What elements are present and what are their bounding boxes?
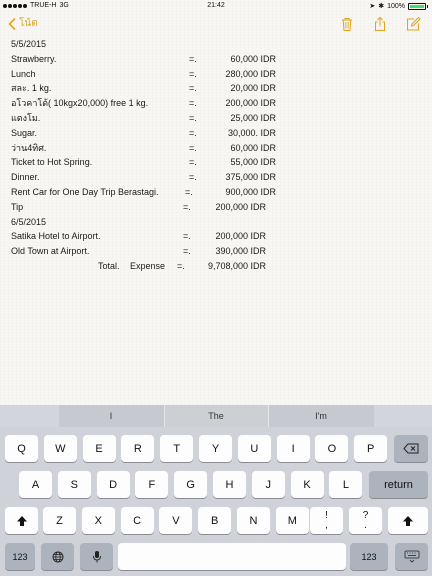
shift-key-left[interactable]	[5, 507, 38, 534]
note-item-label: ว่าน4ทิศ.	[11, 142, 47, 153]
trash-icon	[339, 16, 355, 32]
key-r[interactable]: R	[121, 435, 154, 462]
note-item-label: Rent Car for One Day Trip Berastagi.	[11, 186, 159, 197]
note-item-amount: 25,000 IDR	[230, 112, 276, 123]
numbers-key-right[interactable]: 123	[350, 543, 388, 570]
globe-key[interactable]	[41, 543, 74, 570]
key-e[interactable]: E	[83, 435, 116, 462]
key-period-label: .	[364, 519, 367, 531]
network-label: 3G	[59, 2, 69, 9]
share-button[interactable]	[372, 16, 388, 32]
note-item-equals: =.	[189, 68, 197, 79]
trash-button[interactable]	[339, 16, 355, 32]
note-item-label: Old Town at Airport.	[11, 246, 90, 257]
note-line	[11, 81, 421, 96]
key-k[interactable]: K	[291, 471, 324, 498]
numbers-key-left[interactable]: 123	[5, 543, 35, 570]
nav-bar	[0, 12, 432, 36]
key-question-period[interactable]	[349, 507, 382, 534]
key-u[interactable]: U	[238, 435, 271, 462]
note-item-equals: =.	[185, 186, 193, 197]
note-item-label: 5/5/2015	[11, 39, 47, 49]
key-exclaim-comma[interactable]	[310, 507, 343, 534]
suggestion-2[interactable]: The	[164, 405, 269, 427]
note-item-amount: 30,000. IDR	[227, 127, 276, 138]
suggestion-3[interactable]: I'm	[269, 405, 374, 427]
note-line	[11, 111, 421, 126]
note-item-amount: 200,000 IDR	[225, 98, 276, 109]
total-sublabel: Expense	[130, 260, 166, 271]
share-icon	[372, 16, 388, 32]
key-o[interactable]: O	[315, 435, 348, 462]
key-j[interactable]: J	[252, 471, 285, 498]
dictation-key[interactable]	[80, 543, 113, 570]
battery-label: 100%	[387, 2, 405, 10]
note-item-label: Satika Hotel to Airport.	[11, 231, 101, 242]
note-line	[11, 229, 421, 244]
note-item-label: สละ. 1 kg.	[11, 83, 52, 94]
battery-tip	[427, 5, 428, 8]
note-item-label: 6/5/2015	[11, 216, 47, 227]
key-x[interactable]: X	[82, 507, 115, 534]
key-v[interactable]: V	[159, 507, 192, 534]
suggestion-1[interactable]: I	[59, 405, 164, 427]
note-line	[11, 37, 421, 52]
key-c[interactable]: C	[121, 507, 154, 534]
shift-icon	[16, 515, 28, 527]
key-g[interactable]: G	[174, 471, 207, 498]
note-item-label: แตงโม.	[11, 112, 41, 123]
compose-button[interactable]	[405, 16, 421, 32]
note-item-label: Lunch	[11, 68, 36, 79]
note-item-amount: 200,000 IDR	[215, 201, 266, 212]
space-bar[interactable]	[118, 543, 346, 570]
note-item-equals: =.	[189, 112, 197, 123]
key-q[interactable]: Q	[5, 435, 38, 462]
note-item-amount: 200,000 IDR	[215, 231, 266, 242]
note-item-amount: 280,000 IDR	[225, 68, 276, 79]
note-item-amount: 60,000 IDR	[230, 142, 276, 153]
backspace-key[interactable]	[394, 435, 428, 462]
key-z[interactable]: Z	[43, 507, 76, 534]
note-line	[11, 67, 421, 82]
note-item-label: Tip	[11, 201, 24, 212]
back-button[interactable]	[8, 16, 38, 31]
note-line	[11, 52, 421, 67]
key-w[interactable]: W	[44, 435, 77, 462]
key-t[interactable]: T	[160, 435, 193, 462]
note-item-amount: 60,000 IDR	[230, 53, 276, 64]
total-amount: 9,708,000 IDR	[207, 260, 266, 271]
note-line	[11, 96, 421, 111]
note-item-equals: =.	[189, 83, 197, 94]
note-line	[11, 215, 421, 230]
note-item-equals: =.	[183, 246, 191, 257]
note-item-equals: =.	[183, 231, 191, 242]
key-question-label: ?	[362, 509, 369, 521]
key-n[interactable]: N	[237, 507, 270, 534]
suggestion-bar	[0, 405, 432, 427]
note-line	[11, 141, 421, 156]
note-line	[11, 185, 421, 200]
keyboard-dismiss-icon	[404, 550, 420, 563]
back-label: โน้ต	[19, 18, 38, 29]
key-a[interactable]: A	[19, 471, 52, 498]
compose-icon	[405, 16, 421, 32]
key-l[interactable]: L	[329, 471, 362, 498]
shift-key-right[interactable]	[388, 507, 428, 534]
note-item-amount: 390,000 IDR	[215, 246, 266, 257]
key-s[interactable]: S	[58, 471, 91, 498]
note-item-label: Ticket to Hot Spring.	[11, 157, 93, 168]
carrier-label: TRUE-H	[30, 2, 57, 9]
total-label: Total.	[98, 260, 120, 271]
note-line	[11, 200, 421, 215]
note-body[interactable]	[11, 37, 421, 274]
total-equals: =.	[177, 260, 185, 271]
key-d[interactable]: D	[97, 471, 130, 498]
note-line	[11, 244, 421, 259]
key-p[interactable]: P	[354, 435, 387, 462]
backspace-icon	[403, 443, 419, 454]
note-line	[11, 126, 421, 141]
bluetooth-icon: ✱	[378, 3, 385, 10]
note-item-equals: =.	[189, 157, 197, 168]
note-item-label: Strawberry.	[11, 53, 57, 64]
key-exclaim-label: !	[325, 509, 328, 521]
dismiss-keyboard-key[interactable]	[395, 543, 428, 570]
note-item-equals: =.	[189, 53, 197, 64]
note-item-equals: =.	[183, 201, 191, 212]
battery-icon	[408, 3, 426, 10]
note-item-amount: 900,000 IDR	[225, 186, 276, 197]
chevron-left-icon	[8, 18, 16, 30]
keyboard	[0, 405, 432, 576]
key-comma-label: ,	[325, 519, 328, 531]
shift-icon	[402, 515, 414, 527]
microphone-icon	[92, 550, 102, 563]
location-icon: ➤	[369, 3, 376, 10]
note-item-equals: =.	[189, 172, 197, 183]
status-right	[369, 2, 428, 10]
key-b[interactable]: B	[198, 507, 231, 534]
key-h[interactable]: H	[213, 471, 246, 498]
clock: 21:42	[207, 2, 225, 9]
note-item-label: อโวคาโด้( 10kgx20,000) free 1 kg.	[11, 98, 149, 109]
note-line	[11, 170, 421, 185]
globe-icon	[52, 551, 64, 563]
note-line	[11, 155, 421, 170]
note-item-equals: =.	[189, 98, 197, 109]
note-item-amount: 375,000 IDR	[225, 172, 276, 183]
key-i[interactable]: I	[277, 435, 310, 462]
note-total-line	[11, 259, 421, 274]
key-y[interactable]: Y	[199, 435, 232, 462]
key-f[interactable]: F	[135, 471, 168, 498]
note-item-equals: =.	[189, 142, 197, 153]
note-item-amount: 55,000 IDR	[230, 157, 276, 168]
key-m[interactable]: M	[276, 507, 309, 534]
return-key[interactable]: return	[369, 471, 428, 498]
note-item-amount: 20,000 IDR	[230, 83, 276, 94]
note-item-equals: =.	[189, 127, 197, 138]
note-item-label: Sugar.	[11, 127, 38, 138]
note-item-label: Dinner.	[11, 172, 40, 183]
status-bar	[0, 0, 432, 12]
